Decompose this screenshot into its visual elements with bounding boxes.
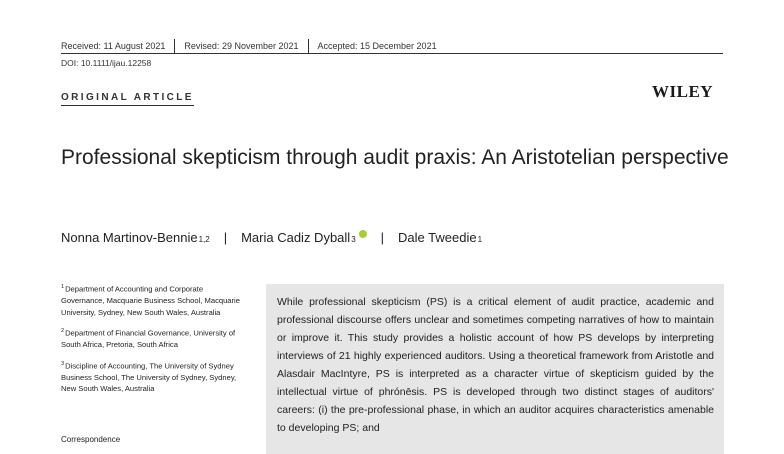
- affiliation-text: Discipline of Accounting, The University of Sydney Business School, The University of Sydney, Sydney, New South Wales, Australia: [61, 361, 237, 394]
- paper-title: Professional skepticism through audit praxis: An Aristotelian perspective: [61, 146, 729, 169]
- affiliation-sup: 2: [61, 328, 65, 335]
- submission-dates: [61, 39, 437, 53]
- author-name-1[interactable]: Nonna Martinov-Bennie: [61, 230, 198, 245]
- affiliations: [61, 282, 246, 403]
- affiliation-3: [61, 359, 246, 395]
- affiliation-1: [61, 282, 246, 318]
- publisher-logo: WILEY: [652, 82, 714, 101]
- affiliation-2: [61, 326, 246, 351]
- date-divider: [308, 39, 309, 53]
- author-name-3[interactable]: Dale Tweedie: [398, 230, 477, 245]
- revised-date: Revised: 29 November 2021: [184, 41, 299, 51]
- received-date: Received: 11 August 2021: [61, 41, 166, 51]
- author-separator: |: [380, 230, 385, 245]
- header-rule: [61, 53, 723, 54]
- abstract-text: While professional skepticism (PS) is a critical element of audit practice, academic and professional discourse offers unclear and sometimes competing narratives of how to maintain or improve it. This study provides a holistic account of how PS develops by interpreting interviews of 21 highly experienced auditors. Using a theoretical framework from Aristotle and Alasdair MacIntyre, PS is interpreted as a character virtue of skepticism guided by the intellectual virtue of phrónēsis. PS is developed through two distinct stages of auditors' careers: (i) the pre-professional phase, in which an auditor acquires characteristics amenable to developing PS; and: [277, 296, 714, 434]
- affiliation-sup: 1: [61, 284, 65, 290]
- affiliation-text: Department of Financial Governance, University of South Africa, Pretoria, South Africa: [61, 328, 236, 350]
- date-divider: [174, 39, 175, 53]
- author-list: Nonna Martinov-Bennie 1,2 | Maria Cadiz Dyball 3 | Dale Tweedie 1: [61, 230, 483, 245]
- abstract-box: [266, 284, 724, 454]
- author-name-2[interactable]: Maria Cadiz Dyball: [241, 230, 351, 245]
- affiliation-text: Department of Accounting and Corporate Governance, Macquarie Business School, Macquarie University, Sydney, New South Wales, Australia: [61, 284, 240, 317]
- orcid-icon[interactable]: [359, 230, 367, 238]
- author-separator: |: [223, 230, 228, 245]
- article-type-label: ORIGINAL ARTICLE: [61, 92, 194, 106]
- affiliation-sup: 3: [61, 360, 65, 367]
- accepted-date: Accepted: 15 December 2021: [317, 41, 437, 51]
- correspondence-label: Correspondence: [61, 435, 121, 444]
- doi-link[interactable]: DOI: 10.1111/ijau.12258: [61, 58, 152, 68]
